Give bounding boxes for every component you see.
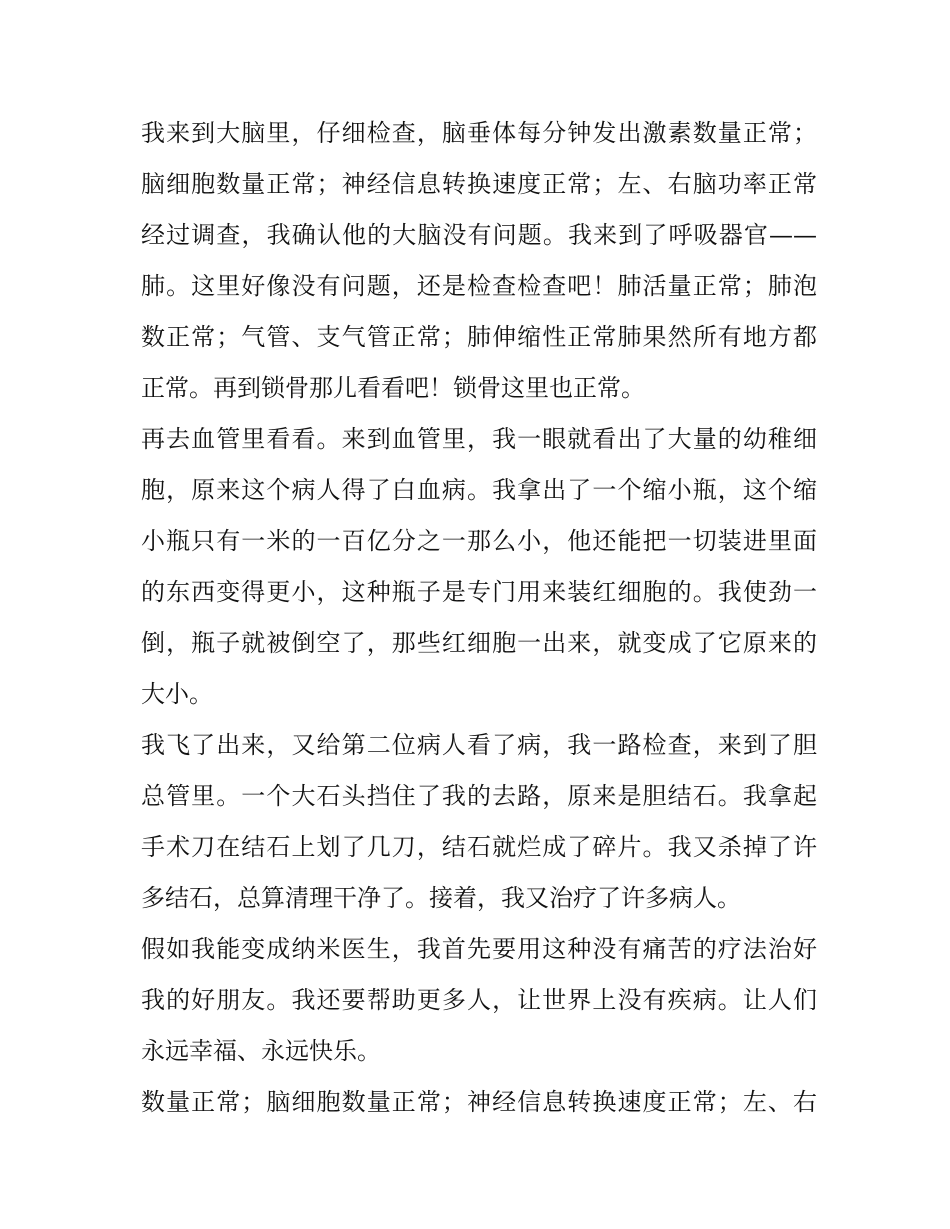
text-line: 数量正常；脑细胞数量正常；神经信息转换速度正常；左、右 [141, 1088, 817, 1116]
text-line: 正常。再到锁骨那儿看看吧！锁骨这里也正常。 [141, 374, 645, 402]
text-line: 数正常；气管、支气管正常；肺伸缩性正常肺果然所有地方都 [141, 323, 817, 351]
paragraph-blood-vessels [141, 414, 817, 720]
document-body [141, 108, 817, 1128]
text-line: 多结石，总算清理干净了。接着，我又治疗了许多病人。 [141, 884, 741, 912]
text-line: 我飞了出来，又给第二位病人看了病，我一路检查，来到了胆 [141, 731, 817, 759]
text-line: 永远幸福、永远快乐。 [141, 1037, 381, 1065]
paragraph-gallstones [141, 720, 817, 924]
text-line: 再去血管里看看。来到血管里，我一眼就看出了大量的幼稚细 [141, 425, 817, 453]
text-line: 手术刀在结石上划了几刀，结石就烂成了碎片。我又杀掉了许 [141, 833, 817, 861]
text-line: 我的好朋友。我还要帮助更多人，让世界上没有疾病。让人们 [141, 986, 817, 1014]
text-line: 大小。 [141, 680, 213, 708]
text-line: 倒，瓶子就被倒空了，那些红细胞一出来，就变成了它原来的 [141, 629, 817, 657]
text-line: 我来到大脑里，仔细检查，脑垂体每分钟发出激素数量正常； [141, 119, 817, 147]
paragraph-continued [141, 1077, 817, 1128]
text-line: 总管里。一个大石头挡住了我的去路，原来是胆结石。我拿起 [141, 782, 817, 810]
text-line: 肺。这里好像没有问题，还是检查检查吧！肺活量正常；肺泡 [141, 272, 817, 300]
text-line: 经过调查，我确认他的大脑没有问题。我来到了呼吸器官—— [141, 221, 817, 249]
paragraph-conclusion [141, 924, 817, 1077]
paragraph-brain-lungs [141, 108, 817, 414]
text-line: 的东西变得更小，这种瓶子是专门用来装红细胞的。我使劲一 [141, 578, 817, 606]
text-line: 脑细胞数量正常；神经信息转换速度正常；左、右脑功率正常 [141, 170, 817, 198]
text-line: 胞，原来这个病人得了白血病。我拿出了一个缩小瓶，这个缩 [141, 476, 817, 504]
text-line: 小瓶只有一米的一百亿分之一那么小，他还能把一切装进里面 [141, 527, 817, 555]
text-line: 假如我能变成纳米医生，我首先要用这种没有痛苦的疗法治好 [141, 935, 817, 963]
